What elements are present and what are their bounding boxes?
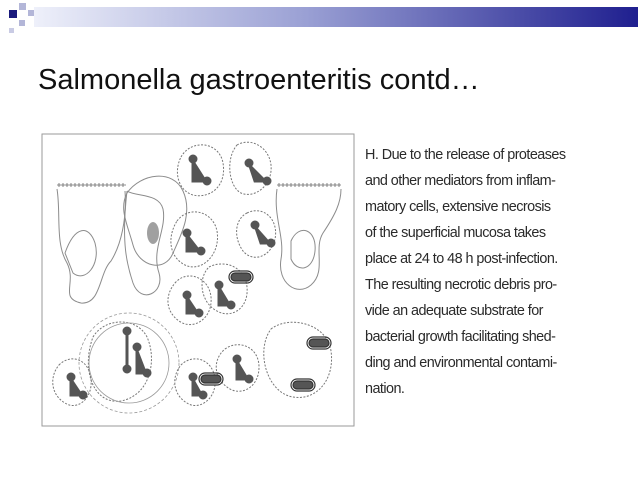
figure-caption bbox=[365, 142, 627, 402]
caption-line: H. Due to the release of proteases bbox=[365, 147, 566, 163]
deco-square-light bbox=[19, 3, 26, 10]
slide-title: Salmonella gastroenteritis contd… bbox=[38, 64, 480, 96]
caption-line: The resulting necrotic debris pro- bbox=[365, 277, 557, 293]
caption-line: nation. bbox=[365, 381, 405, 397]
header-gradient-band bbox=[34, 7, 638, 27]
caption-line: vide an adequate substrate for bbox=[365, 303, 543, 319]
caption-line: ding and environmental contami- bbox=[365, 355, 557, 371]
deco-square-light bbox=[19, 20, 25, 26]
caption-line: of the superficial mucosa takes bbox=[365, 225, 546, 241]
caption-line: and other mediators from inflam- bbox=[365, 173, 556, 189]
deco-square-light bbox=[9, 28, 14, 33]
deco-square-dark bbox=[9, 10, 17, 18]
mucosa-necrosis-illustration bbox=[41, 133, 355, 427]
caption-line: place at 24 to 48 h post-infection. bbox=[365, 251, 558, 267]
caption-line: matory cells, extensive necrosis bbox=[365, 199, 551, 215]
caption-line: bacterial growth facilitating shed- bbox=[365, 329, 556, 345]
